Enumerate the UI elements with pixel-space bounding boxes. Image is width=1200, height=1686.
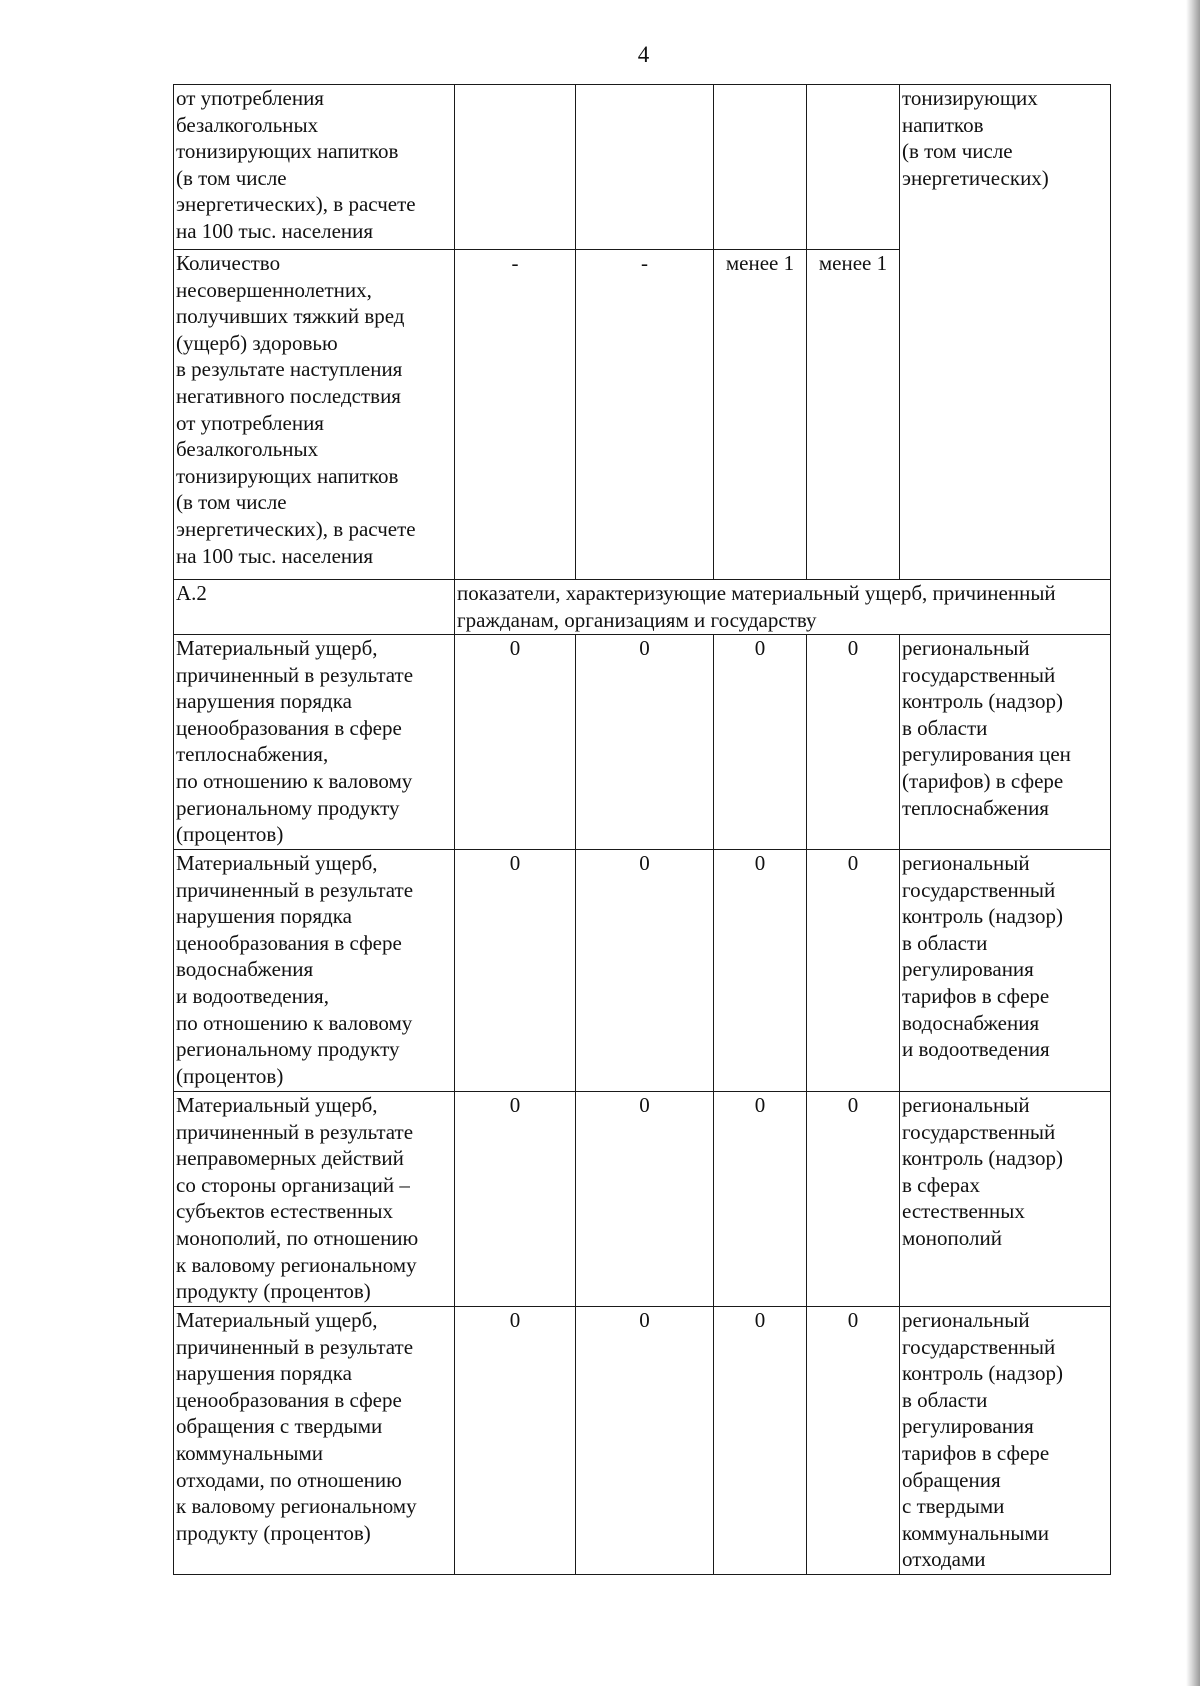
control-type-cell: тонизирующих напитков (в том числе энергетических) bbox=[900, 85, 1111, 580]
value-cell: 0 bbox=[576, 1307, 714, 1575]
section-title: показатели, характеризующие материальный ущерб, причиненный гражданам, организациям и государству bbox=[455, 580, 1111, 635]
indicator-cell: от употребления безалкогольных тонизирующих напитков (в том числе энергетических), в расчете на 100 тыс. населения bbox=[174, 85, 455, 250]
value-cell: - bbox=[576, 250, 714, 580]
indicator-cell: Материальный ущерб, причиненный в результате нарушения порядка ценообразования в сфере теплоснабжения, по отношению к валовому региональному продукту (процентов) bbox=[174, 635, 455, 850]
control-type-cell: региональный государственный контроль (надзор) в области регулирования тарифов в сфере водоснабжения и водоотведения bbox=[900, 850, 1111, 1092]
page-number: 4 bbox=[637, 42, 650, 67]
section-row bbox=[174, 580, 1111, 635]
indicator-cell: Количество несовершеннолетних, получивших тяжкий вред (ущерб) здоровью в результате наступления негативного последствия от употребления безалкогольных тонизирующих напитков (в том числе энергетических), в расчете на 100 тыс. населения bbox=[174, 250, 455, 580]
indicator-cell: Материальный ущерб, причиненный в результате нарушения порядка ценообразования в сфере обращения с твердыми коммунальными отходами, по отношению к валовому региональному продукту (процентов) bbox=[174, 1307, 455, 1575]
value-cell: 0 bbox=[455, 850, 576, 1092]
indicators-table bbox=[173, 84, 1111, 1575]
table-row bbox=[174, 635, 1111, 850]
value-cell: 0 bbox=[714, 850, 807, 1092]
value-cell bbox=[455, 85, 576, 250]
value-cell bbox=[807, 85, 900, 250]
value-cell: - bbox=[455, 250, 576, 580]
value-cell: 0 bbox=[807, 850, 900, 1092]
value-cell: 0 bbox=[576, 635, 714, 850]
value-cell: 0 bbox=[714, 1307, 807, 1575]
indicator-cell: Материальный ущерб, причиненный в результате неправомерных действий со стороны организаций – субъектов естественных монополий, по отношению к валовому региональному продукту (процентов) bbox=[174, 1092, 455, 1307]
section-code: А.2 bbox=[174, 580, 455, 635]
value-cell: 0 bbox=[455, 1092, 576, 1307]
value-cell bbox=[714, 85, 807, 250]
value-cell: 0 bbox=[714, 1092, 807, 1307]
indicator-cell: Материальный ущерб, причиненный в результате нарушения порядка ценообразования в сфере водоснабжения и водоотведения, по отношению к валовому региональному продукту (процентов) bbox=[174, 850, 455, 1092]
value-cell: менее 1 bbox=[807, 250, 900, 580]
value-cell bbox=[576, 85, 714, 250]
value-cell: 0 bbox=[455, 635, 576, 850]
value-cell: 0 bbox=[807, 1092, 900, 1307]
scan-edge-shadow bbox=[1186, 0, 1200, 1686]
table-row bbox=[174, 850, 1111, 1092]
value-cell: 0 bbox=[714, 635, 807, 850]
value-cell: 0 bbox=[807, 1307, 900, 1575]
table-row bbox=[174, 1092, 1111, 1307]
value-cell: 0 bbox=[576, 1092, 714, 1307]
value-cell: 0 bbox=[455, 1307, 576, 1575]
value-cell: 0 bbox=[576, 850, 714, 1092]
value-cell: менее 1 bbox=[714, 250, 807, 580]
control-type-cell: региональный государственный контроль (надзор) в области регулирования цен (тарифов) в сфере теплоснабжения bbox=[900, 635, 1111, 850]
table-row bbox=[174, 85, 1111, 250]
control-type-cell: региональный государственный контроль (надзор) в области регулирования тарифов в сфере обращения с твердыми коммунальными отходами bbox=[900, 1307, 1111, 1575]
value-cell: 0 bbox=[807, 635, 900, 850]
table-row bbox=[174, 1307, 1111, 1575]
control-type-cell: региональный государственный контроль (надзор) в сферах естественных монополий bbox=[900, 1092, 1111, 1307]
